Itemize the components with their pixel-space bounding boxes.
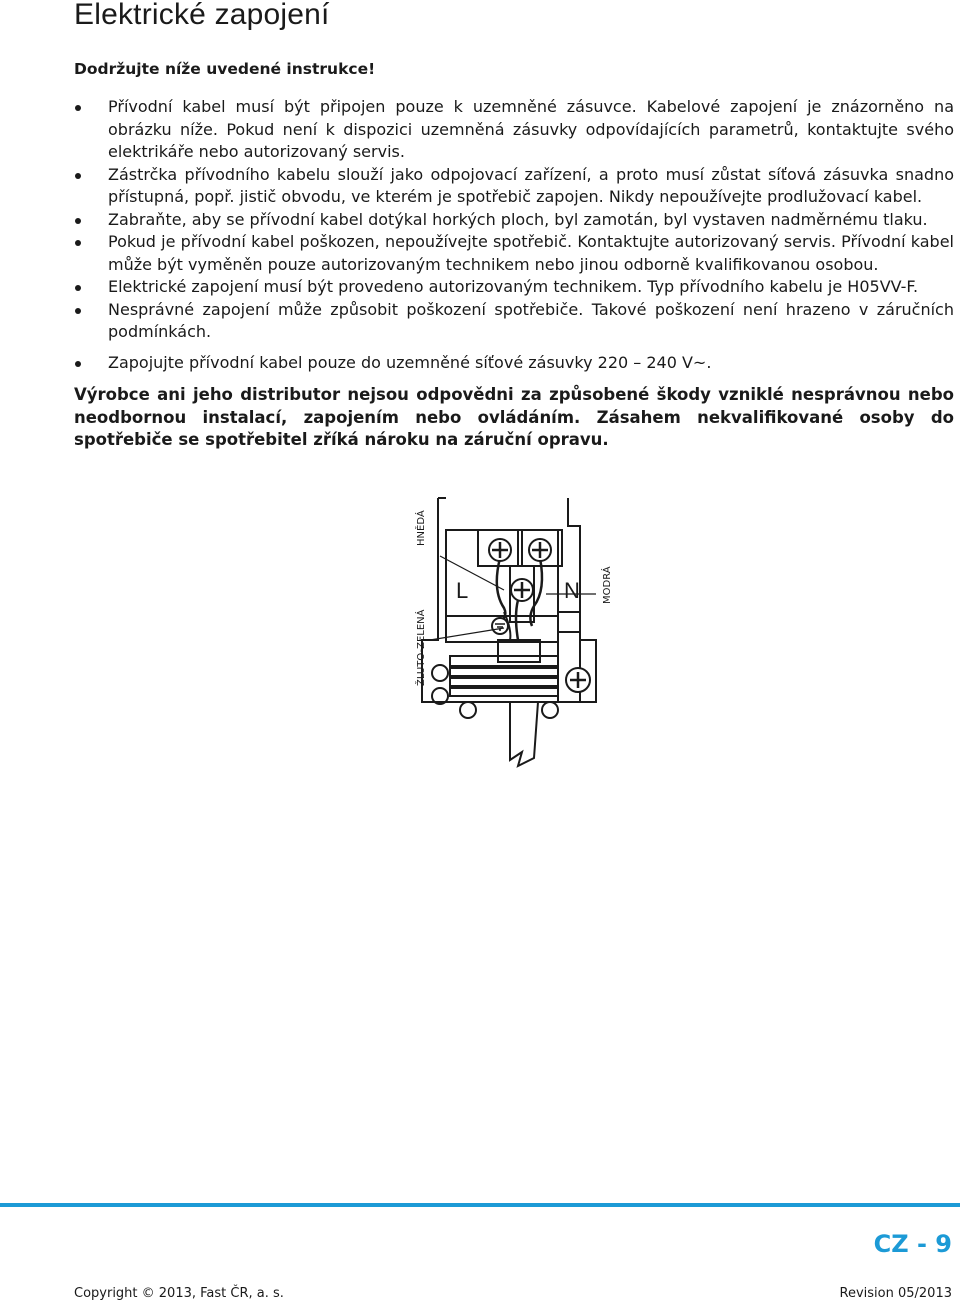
terminal-n-label: N <box>564 578 580 603</box>
footer-divider <box>0 1203 960 1207</box>
list-item <box>74 164 954 209</box>
list-item <box>74 209 954 232</box>
liability-warning: Výrobce ani jeho distributor nejsou odpovědni za způsobené škody vzniklé nesprávnou nebo neodbornou instalací, zapojením nebo ovládáním. Zásahem nekvalifikované osoby do spotřebiče se spotřebitel zříká nároku na záruční opravu. <box>74 385 954 449</box>
list-item-text: Nesprávné zapojení může způsobit poškození spotřebiče. Takové poškození není hrazeno v záručních podmínkách. <box>108 299 954 341</box>
bullet-icon <box>75 105 81 111</box>
bullet-icon <box>75 173 81 179</box>
list-item <box>74 231 954 276</box>
page-number: CZ - 9 <box>873 1230 952 1258</box>
bullet-icon <box>75 308 81 314</box>
revision-text: Revision 05/2013 <box>839 1286 952 1301</box>
wiring-diagram <box>400 490 630 780</box>
list-item <box>74 276 954 299</box>
terminal-l-label: L <box>456 578 469 603</box>
list-item-text: Zapojujte přívodní kabel pouze do uzemněné síťové zásuvky 220 – 240 V~. <box>108 352 712 372</box>
list-item-text: Zabraňte, aby se přívodní kabel dotýkal horkých ploch, byl zamotán, byl vystaven nadměrnému tlaku. <box>108 209 928 229</box>
wire-blue-label: MODRÁ <box>602 566 613 604</box>
list-item-text: Pokud je přívodní kabel poškozen, nepoužívejte spotřebič. Kontaktujte autorizovaný servis. Přívodní kabel může být vyměněn pouze autorizovaným technikem nebo jinou odborně kvalifikovanou osobou. <box>108 232 954 274</box>
bullet-icon <box>75 285 81 291</box>
list-item-text: Zástrčka přívodního kabelu slouží jako odpojovací zařízení, a proto musí zůstat síťová zásuvka snadno přístupná, popř. jistič obvodu, ve kterém je spotřebič zapojen. Nikdy nepoužívejte prodlužovací kabel. <box>108 164 954 206</box>
bullet-icon <box>75 218 81 224</box>
instruction-list <box>74 96 954 374</box>
bullet-icon <box>75 240 81 246</box>
list-item <box>74 352 954 375</box>
page-title: Elektrické zapojení <box>74 0 330 31</box>
list-item <box>74 299 954 344</box>
list-item <box>74 96 954 164</box>
list-item-text: Elektrické zapojení musí být provedeno autorizovaným technikem. Typ přívodního kabelu je H05VV-F. <box>108 277 919 296</box>
copyright-text: Copyright © 2013, Fast ČR, a. s. <box>74 1286 284 1301</box>
bullet-icon <box>75 361 81 367</box>
instruction-heading: Dodržujte níže uvedené instrukce! <box>74 60 376 78</box>
wire-green-yellow-label: ŽLUTO-ZELENÁ <box>416 609 427 686</box>
list-item-text: Přívodní kabel musí být připojen pouze k uzemněné zásuvce. Kabelové zapojení je znázorněno na obrázku níže. Pokud není k dispozici uzemněná zásuvky odpovídajících parametrů, kontaktujte svého elektrikáře nebo autorizovaný servis. <box>108 97 954 161</box>
wire-brown-label: HNĚDÁ <box>416 510 427 546</box>
